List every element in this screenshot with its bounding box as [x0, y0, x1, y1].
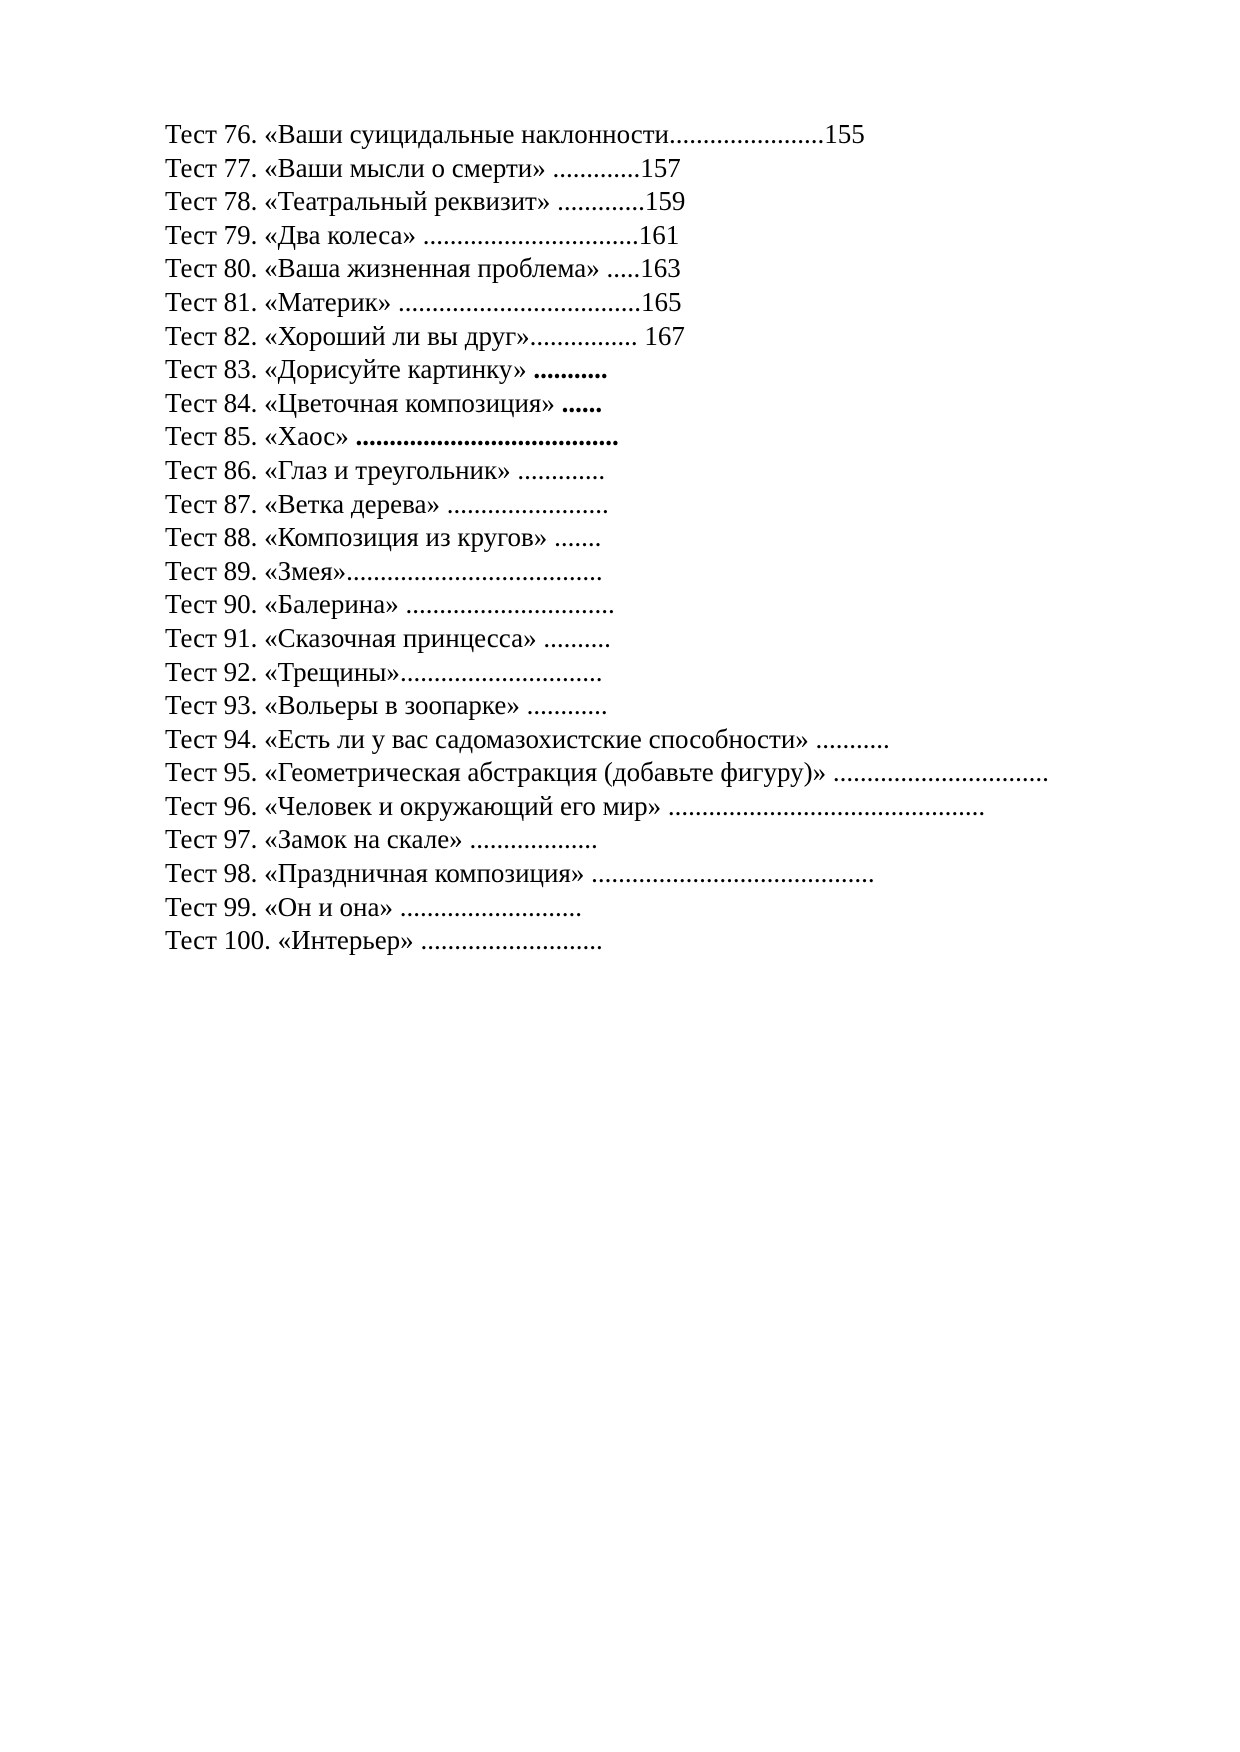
toc-entry [165, 756, 1049, 790]
toc-entry [165, 420, 1049, 454]
toc-entry [165, 823, 1049, 857]
toc-dot-leader: ............. [557, 186, 645, 217]
toc-entry-title: Тест 87. «Ветка дерева» [165, 488, 447, 519]
toc-entry-title: Тест 92. «Трещины» [165, 656, 400, 687]
toc-entry [165, 488, 1049, 522]
toc-entry [165, 521, 1049, 555]
toc-entry-title: Тест 81. «Материк» [165, 286, 399, 317]
toc-page-number: 163 [640, 253, 681, 284]
toc-page-number: 167 [644, 320, 685, 351]
toc-entry [165, 622, 1049, 656]
toc-dot-leader: ........................... [420, 925, 603, 956]
toc-entry [165, 588, 1049, 622]
toc-dot-leader: .................................... [398, 286, 642, 317]
toc-entry-title: Тест 89. «Змея» [165, 555, 347, 586]
toc-dot-leader: ................... [469, 824, 598, 855]
toc-entry [165, 656, 1049, 690]
toc-entry [165, 891, 1049, 925]
toc-entry [165, 320, 1049, 354]
toc-entry-title: Тест 91. «Сказочная принцесса» [165, 622, 544, 653]
toc-dot-leader: ............. [517, 454, 606, 485]
toc-entry [165, 857, 1049, 891]
toc-entry [165, 252, 1049, 286]
toc-dot-leader: ........... [815, 723, 890, 754]
toc-dot-leader: ............. [552, 152, 641, 183]
toc-entry-title: Тест 95. «Геометрическая абстракция (добавьте фигуру)» [165, 757, 833, 788]
toc-entry-title: Тест 77. «Ваши мысли о смерти» [165, 152, 553, 183]
toc-dot-leader: .......... [543, 622, 611, 653]
toc-entry-title: Тест 84. «Цветочная композиция» [165, 387, 562, 418]
toc-dot-leader: ................ [529, 320, 645, 351]
toc-entry-title: Тест 80. «Ваша жизненная проблема» [165, 253, 607, 284]
toc-entry-title: Тест 97. «Замок на скале» [165, 824, 470, 855]
toc-page-number: 165 [641, 286, 682, 317]
toc-dot-leader: ........................ [446, 488, 609, 519]
toc-dot-leader: .......................................... [591, 858, 875, 889]
toc-page-number: 157 [640, 152, 681, 183]
toc-dot-leader: ........................... [399, 891, 582, 922]
toc-entry-title: Тест 100. «Интерьер» [165, 925, 421, 956]
toc-entry-title: Тест 85. «Хаос» [165, 421, 356, 452]
toc-entry [165, 723, 1049, 757]
toc-dot-leader: ....................... [669, 119, 825, 149]
toc-entry-title: Тест 83. «Дорисуйте картинку» [165, 354, 534, 385]
toc-entry-title: Тест 99. «Он и она» [165, 891, 400, 922]
toc-entry-title: Тест 76. «Ваши суицидальные наклонности [165, 119, 670, 149]
toc-entry-title: Тест 90. «Балерина» [165, 589, 406, 620]
toc-entry [165, 454, 1049, 488]
toc-dot-leader: ....... [554, 522, 602, 553]
toc-dot-leader: ........... [533, 354, 608, 385]
toc-entry [165, 924, 1049, 958]
toc-entry [165, 185, 1049, 219]
toc-dot-leader: ................................ [422, 219, 639, 250]
toc-entry [165, 790, 1049, 824]
toc-entry [165, 353, 1049, 387]
toc-dot-leader: ...... [561, 387, 603, 418]
toc-page-number: 155 [824, 119, 865, 149]
toc-entry-title: Тест 88. «Композиция из кругов» [165, 522, 555, 553]
toc-entry [165, 689, 1049, 723]
toc-entry [165, 152, 1049, 186]
toc-dot-leader: ................................ [832, 757, 1049, 788]
toc-dot-leader: ............................................... [667, 790, 986, 821]
toc-entry-title: Тест 98. «Праздничная композиция» [165, 858, 592, 889]
toc-entry [165, 387, 1049, 421]
toc-entry [165, 286, 1049, 320]
toc-entry [165, 555, 1049, 589]
toc-entry-title: Тест 94. «Есть ли у вас садомазохистские способности» [165, 723, 816, 754]
toc-dot-leader: ...................................... [346, 555, 603, 586]
toc-entry-title: Тест 96. «Человек и окружающий его мир» [165, 790, 668, 821]
toc-page-number: 161 [638, 219, 680, 250]
toc-dot-leader: ............ [526, 690, 608, 721]
toc-entry-title: Тест 82. «Хороший ли вы друг» [165, 320, 530, 351]
table-of-contents [165, 118, 1049, 958]
toc-entry-title: Тест 86. «Глаз и треугольник» [165, 454, 518, 485]
toc-dot-leader: .............................. [399, 656, 603, 687]
toc-entry-title: Тест 79. «Два колеса» [165, 219, 423, 250]
toc-dot-leader: ....................................... [355, 421, 619, 452]
toc-entry-title: Тест 78. «Театральный реквизит» [165, 186, 558, 217]
toc-entry-title: Тест 93. «Вольеры в зоопарке» [165, 690, 527, 721]
toc-page-number: 159 [644, 186, 686, 217]
toc-entry [165, 118, 1049, 152]
toc-dot-leader: ..... [606, 253, 641, 284]
toc-entry [165, 219, 1049, 253]
toc-dot-leader: ............................... [405, 589, 615, 620]
